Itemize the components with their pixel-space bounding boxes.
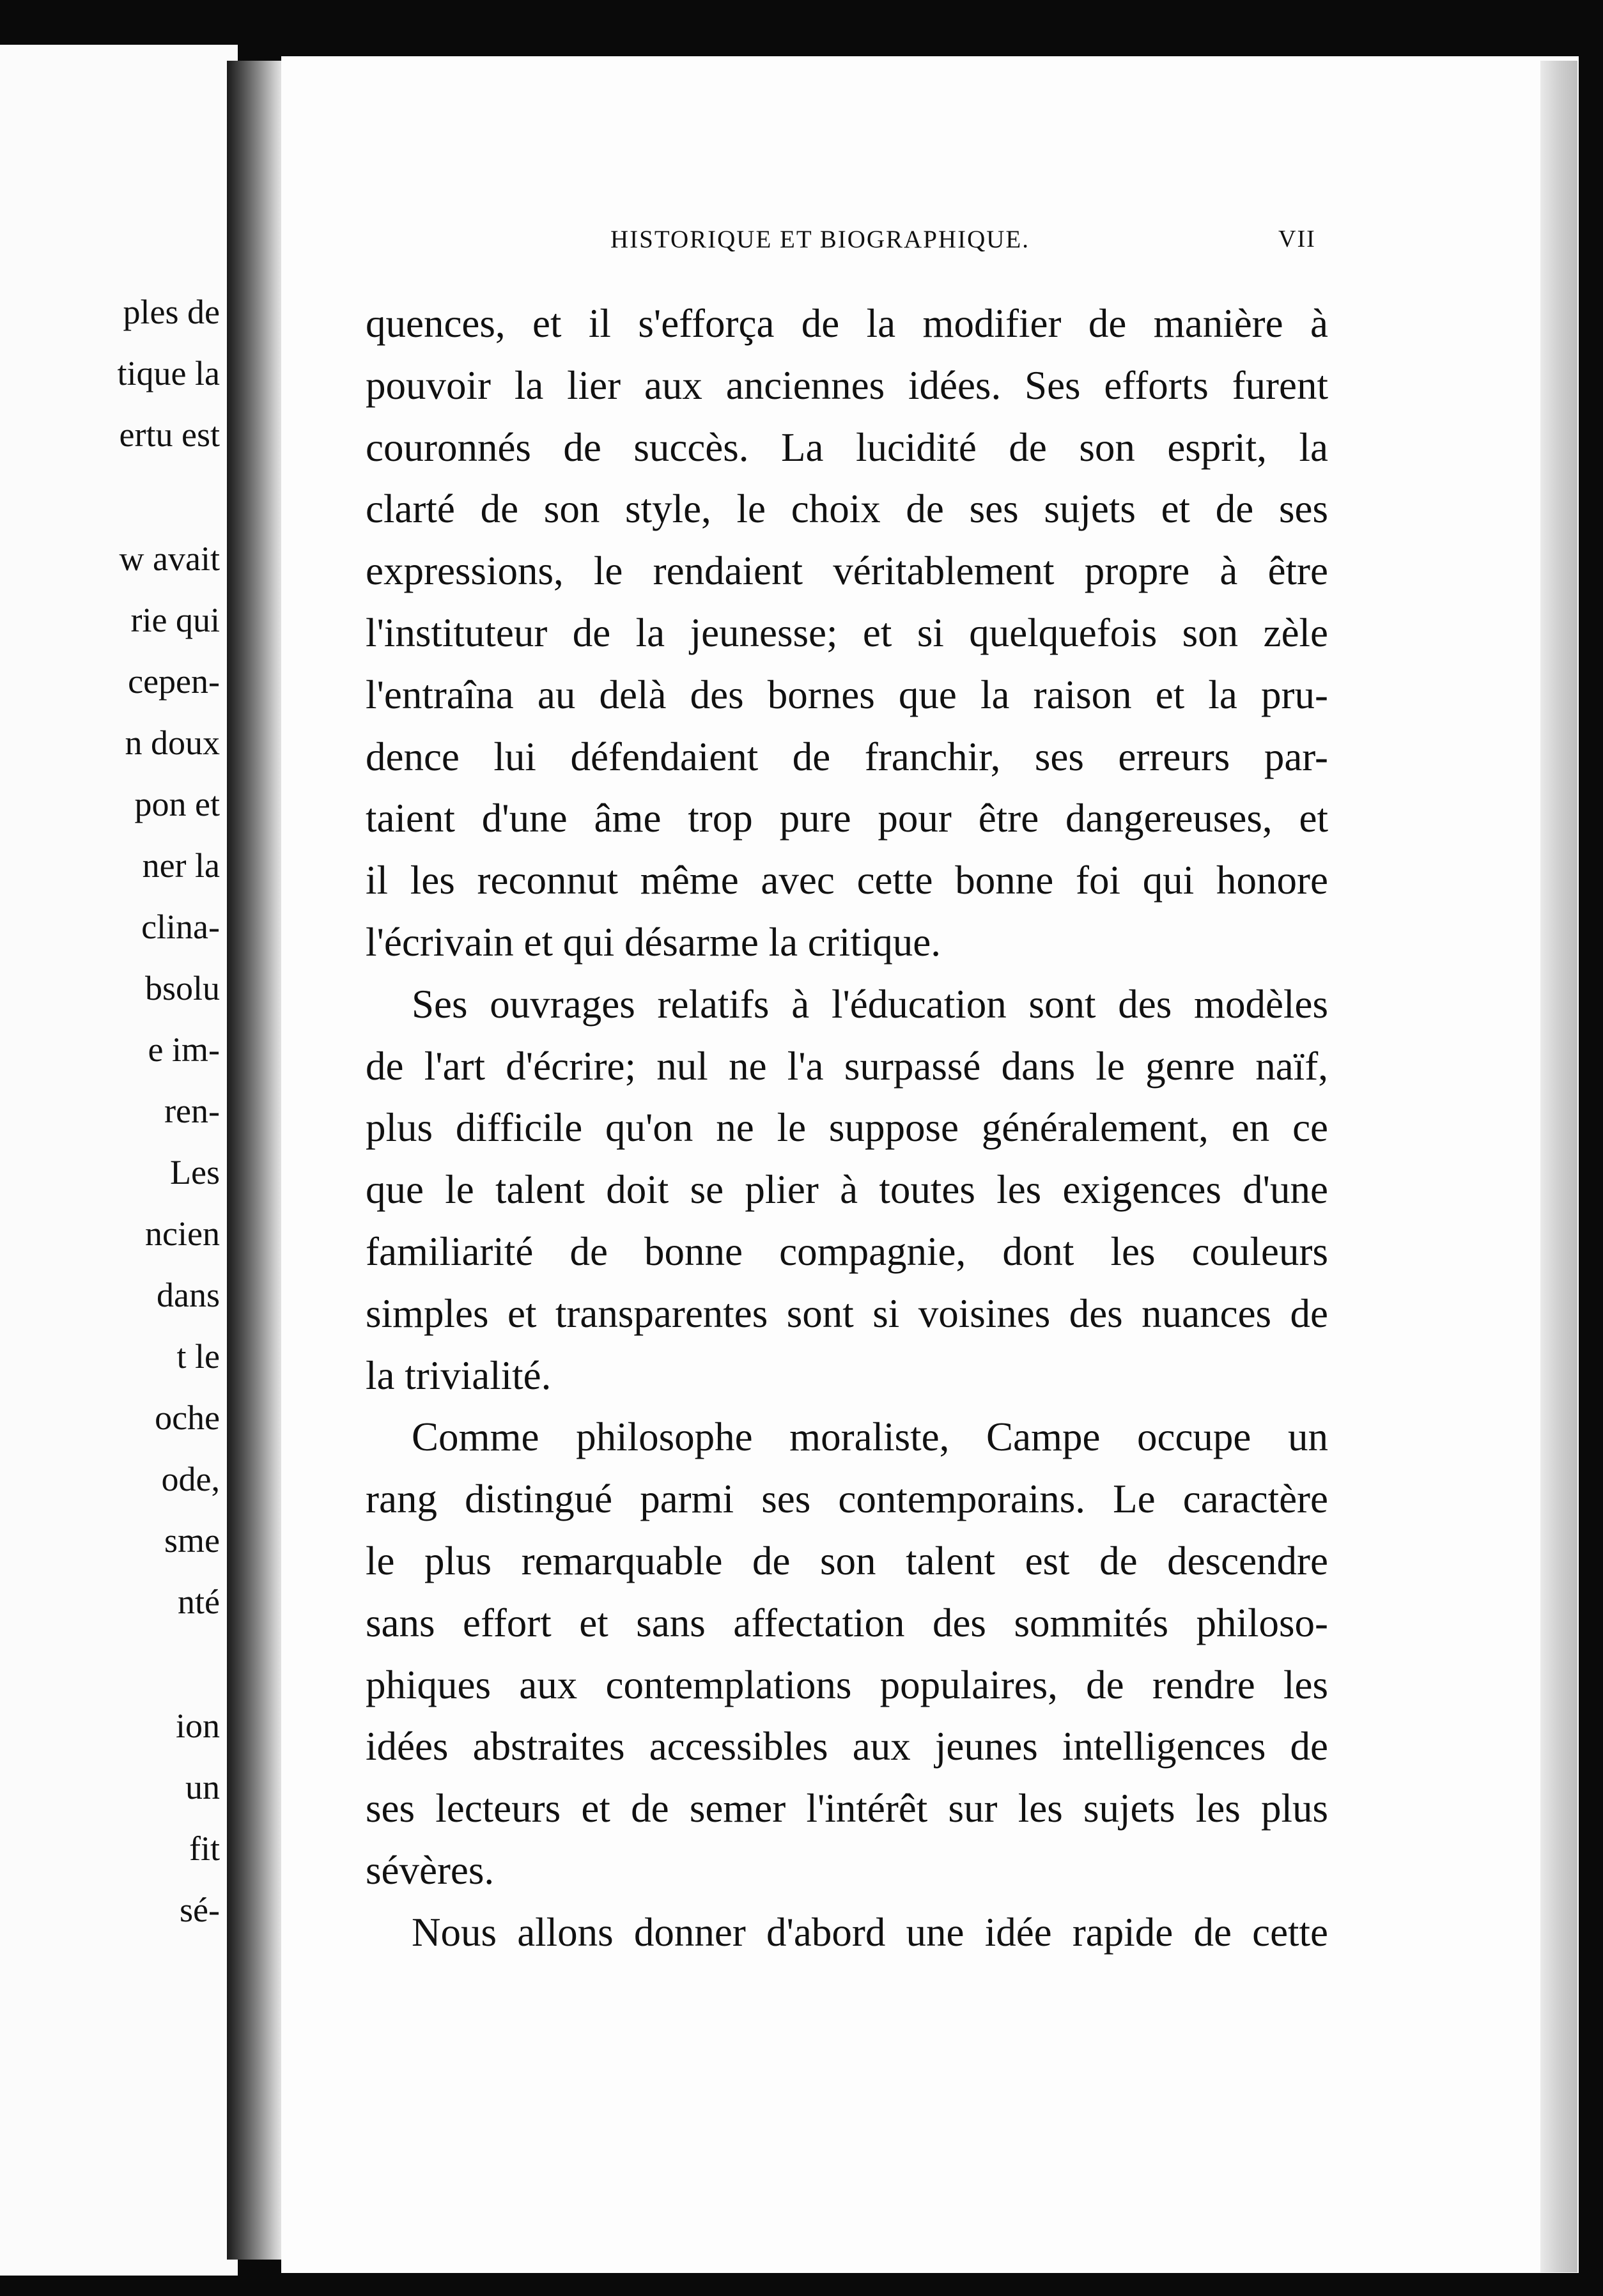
left-page-line: ner la xyxy=(142,846,220,885)
left-page-line: tique la xyxy=(117,354,220,392)
left-page-line: bsolu xyxy=(144,969,220,1007)
text-line: rang distingué parmi ses contemporains. Le caractère xyxy=(366,1477,1328,1522)
left-page-line: n doux xyxy=(125,724,220,762)
text-line: Comme philosophe moraliste, Campe occupe un xyxy=(412,1415,1328,1460)
left-page-line: e im- xyxy=(148,1030,220,1069)
left-page-line: ples de xyxy=(123,293,220,331)
text-line: pouvoir la lier aux anciennes idées. Ses efforts furent xyxy=(366,362,1328,408)
text-line: quences, et il s'efforça de la modifier de manière à xyxy=(366,301,1328,346)
text-line: Nous allons donner d'abord une idée rapide de cette xyxy=(412,1909,1328,1955)
left-page-line: pon et xyxy=(134,785,220,823)
text-line: taient d'une âme trop pure pour être dangereuses, et xyxy=(366,796,1328,841)
text-line: clarté de son style, le choix de ses sujets et de ses xyxy=(366,486,1328,532)
previous-page-fragment xyxy=(0,45,238,2276)
left-page-line: ertu est xyxy=(119,415,220,454)
text-line: idées abstraites accessibles aux jeunes intelligences de xyxy=(366,1724,1328,1769)
left-page-line: t le xyxy=(176,1337,220,1376)
left-page-line: clina- xyxy=(141,908,220,946)
running-header xyxy=(610,225,1326,263)
book-gutter xyxy=(227,61,284,2260)
text-line: expressions, le rendaient véritablement propre à être xyxy=(366,548,1328,594)
left-page-line: dans xyxy=(157,1276,220,1314)
left-page-line: rie qui xyxy=(130,601,220,639)
left-page-line: ode, xyxy=(161,1460,220,1498)
left-page-line: ncien xyxy=(145,1214,220,1253)
text-line: phiques aux contemplations populaires, de rendre les xyxy=(366,1662,1328,1707)
text-line: il les reconnut même avec cette bonne foi qui honore xyxy=(366,858,1328,903)
left-page-line: fit xyxy=(189,1829,220,1868)
left-page-line: sé- xyxy=(180,1891,220,1929)
left-page-line: sme xyxy=(164,1521,220,1560)
text-line: sévères. xyxy=(366,1847,495,1893)
left-page-line: w avait xyxy=(119,539,220,578)
page-number: VII xyxy=(1278,226,1316,252)
text-line: plus difficile qu'on ne le suppose généralement, en ce xyxy=(366,1105,1328,1151)
text-line: ses lecteurs et de semer l'intérêt sur les sujets les plus xyxy=(366,1786,1328,1831)
left-page-line: ion xyxy=(175,1707,220,1745)
text-line: sans effort et sans affectation des sommités philoso- xyxy=(366,1600,1328,1645)
left-page-line: ren- xyxy=(164,1092,220,1130)
text-line: simples et transparentes sont si voisines des nuances de xyxy=(366,1291,1328,1336)
text-line: dence lui défendaient de franchir, ses erreurs par- xyxy=(366,734,1328,779)
left-page-line: nté xyxy=(178,1583,220,1621)
text-line: de l'art d'écrire; nul ne l'a surpassé dans le genre naïf, xyxy=(366,1043,1328,1089)
text-line: l'écrivain et qui désarme la critique. xyxy=(366,919,941,965)
left-page-line: Les xyxy=(170,1153,220,1191)
text-line: familiarité de bonne compagnie, dont les couleurs xyxy=(366,1229,1328,1274)
left-page-line: un xyxy=(185,1768,220,1806)
text-line: Ses ouvrages relatifs à l'éducation sont des modèles xyxy=(412,981,1328,1027)
text-line: l'entraîna au delà des bornes que la raison et la pru- xyxy=(366,672,1328,717)
page-edge xyxy=(1540,61,1577,2272)
text-line: couronnés de succès. La lucidité de son esprit, la xyxy=(366,424,1328,470)
text-line: que le talent doit se plier à toutes les exigences d'une xyxy=(366,1167,1328,1213)
text-line: l'instituteur de la jeunesse; et si quelquefois son zèle xyxy=(366,610,1328,655)
left-page-line: oche xyxy=(155,1399,220,1437)
running-title: HISTORIQUE ET BIOGRAPHIQUE. xyxy=(610,226,1030,253)
text-line: le plus remarquable de son talent est de descendre xyxy=(366,1538,1328,1583)
body-text xyxy=(366,293,1328,1964)
text-line: la trivialité. xyxy=(366,1353,552,1398)
left-page-line: cepen- xyxy=(128,662,220,701)
